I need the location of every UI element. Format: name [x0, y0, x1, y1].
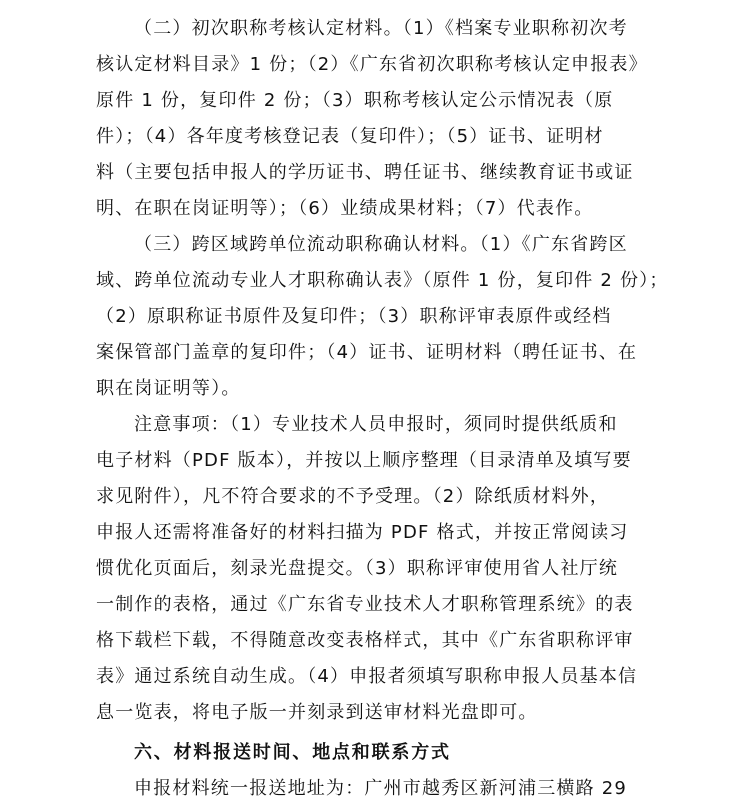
- paragraph-3-line-3: （2）原职称证书原件及复印件；（3）职称评审表原件或经档: [96, 306, 612, 327]
- paragraph-3-line-4: 案保管部门盖章的复印件；（4）证书、证明材料（聘任证书、在: [96, 342, 638, 363]
- notes-line-9: 息一览表，将电子版一并刻录到送审材料光盘即可。: [96, 702, 538, 723]
- paragraph-2-line-5: 料（主要包括申报人的学历证书、聘任证书、继续教育证书或证: [96, 162, 634, 183]
- notes-line-6: 一制作的表格，通过《广东省专业技术人才职称管理系统》的表: [96, 594, 634, 615]
- notes-line-2: 电子材料（PDF 版本），并按以上顺序整理（目录清单及填写要: [96, 450, 632, 471]
- paragraph-2-line-3: 原件 1 份，复印件 2 份；（3）职称考核认定公示情况表（原: [96, 90, 614, 111]
- notes-line-4: 申报人还需将准备好的材料扫描为 PDF 格式，并按正常阅读习: [96, 522, 629, 543]
- notes-line-1: 注意事项：（1）专业技术人员申报时，须同时提供纸质和: [134, 414, 618, 435]
- notes-line-3: 求见附件），凡不符合要求的不予受理。（2）除纸质材料外，: [96, 486, 610, 507]
- paragraph-2-line-1: （二）初次职称考核认定材料。（1）《档案专业职称初次考: [134, 18, 628, 39]
- section-heading-6: 六、材料报送时间、地点和联系方式: [134, 742, 451, 763]
- notes-line-8: 表》通过系统自动生成。（4）申报者须填写职称申报人员基本信: [96, 666, 638, 687]
- notes-line-7: 格下载栏下载，不得随意改变表格样式，其中《广东省职称评审: [96, 630, 634, 651]
- paragraph-3-line-5: 职在岗证明等）。: [96, 378, 241, 399]
- paragraph-2-line-6: 明、在职在岗证明等）；（6）业绩成果材料；（7）代表作。: [96, 198, 594, 219]
- paragraph-3-line-2: 域、跨单位流动专业人才职称确认表》（原件 1 份，复印件 2 份）；: [96, 270, 669, 291]
- paragraph-2-line-2: 核认定材料目录》1 份；（2）《广东省初次职称考核认定申报表》: [96, 54, 648, 75]
- notes-line-5: 惯优化页面后，刻录光盘提交。（3）职称评审使用省人社厅统: [96, 558, 619, 579]
- submission-address-line: 申报材料统一报送地址为：广州市越秀区新河浦三横路 29: [134, 778, 628, 799]
- paragraph-3-line-1: （三）跨区域跨单位流动职称确认材料。（1）《广东省跨区: [134, 234, 628, 255]
- paragraph-2-line-4: 件）；（4）各年度考核登记表（复印件）；（5）证书、证明材: [96, 126, 604, 147]
